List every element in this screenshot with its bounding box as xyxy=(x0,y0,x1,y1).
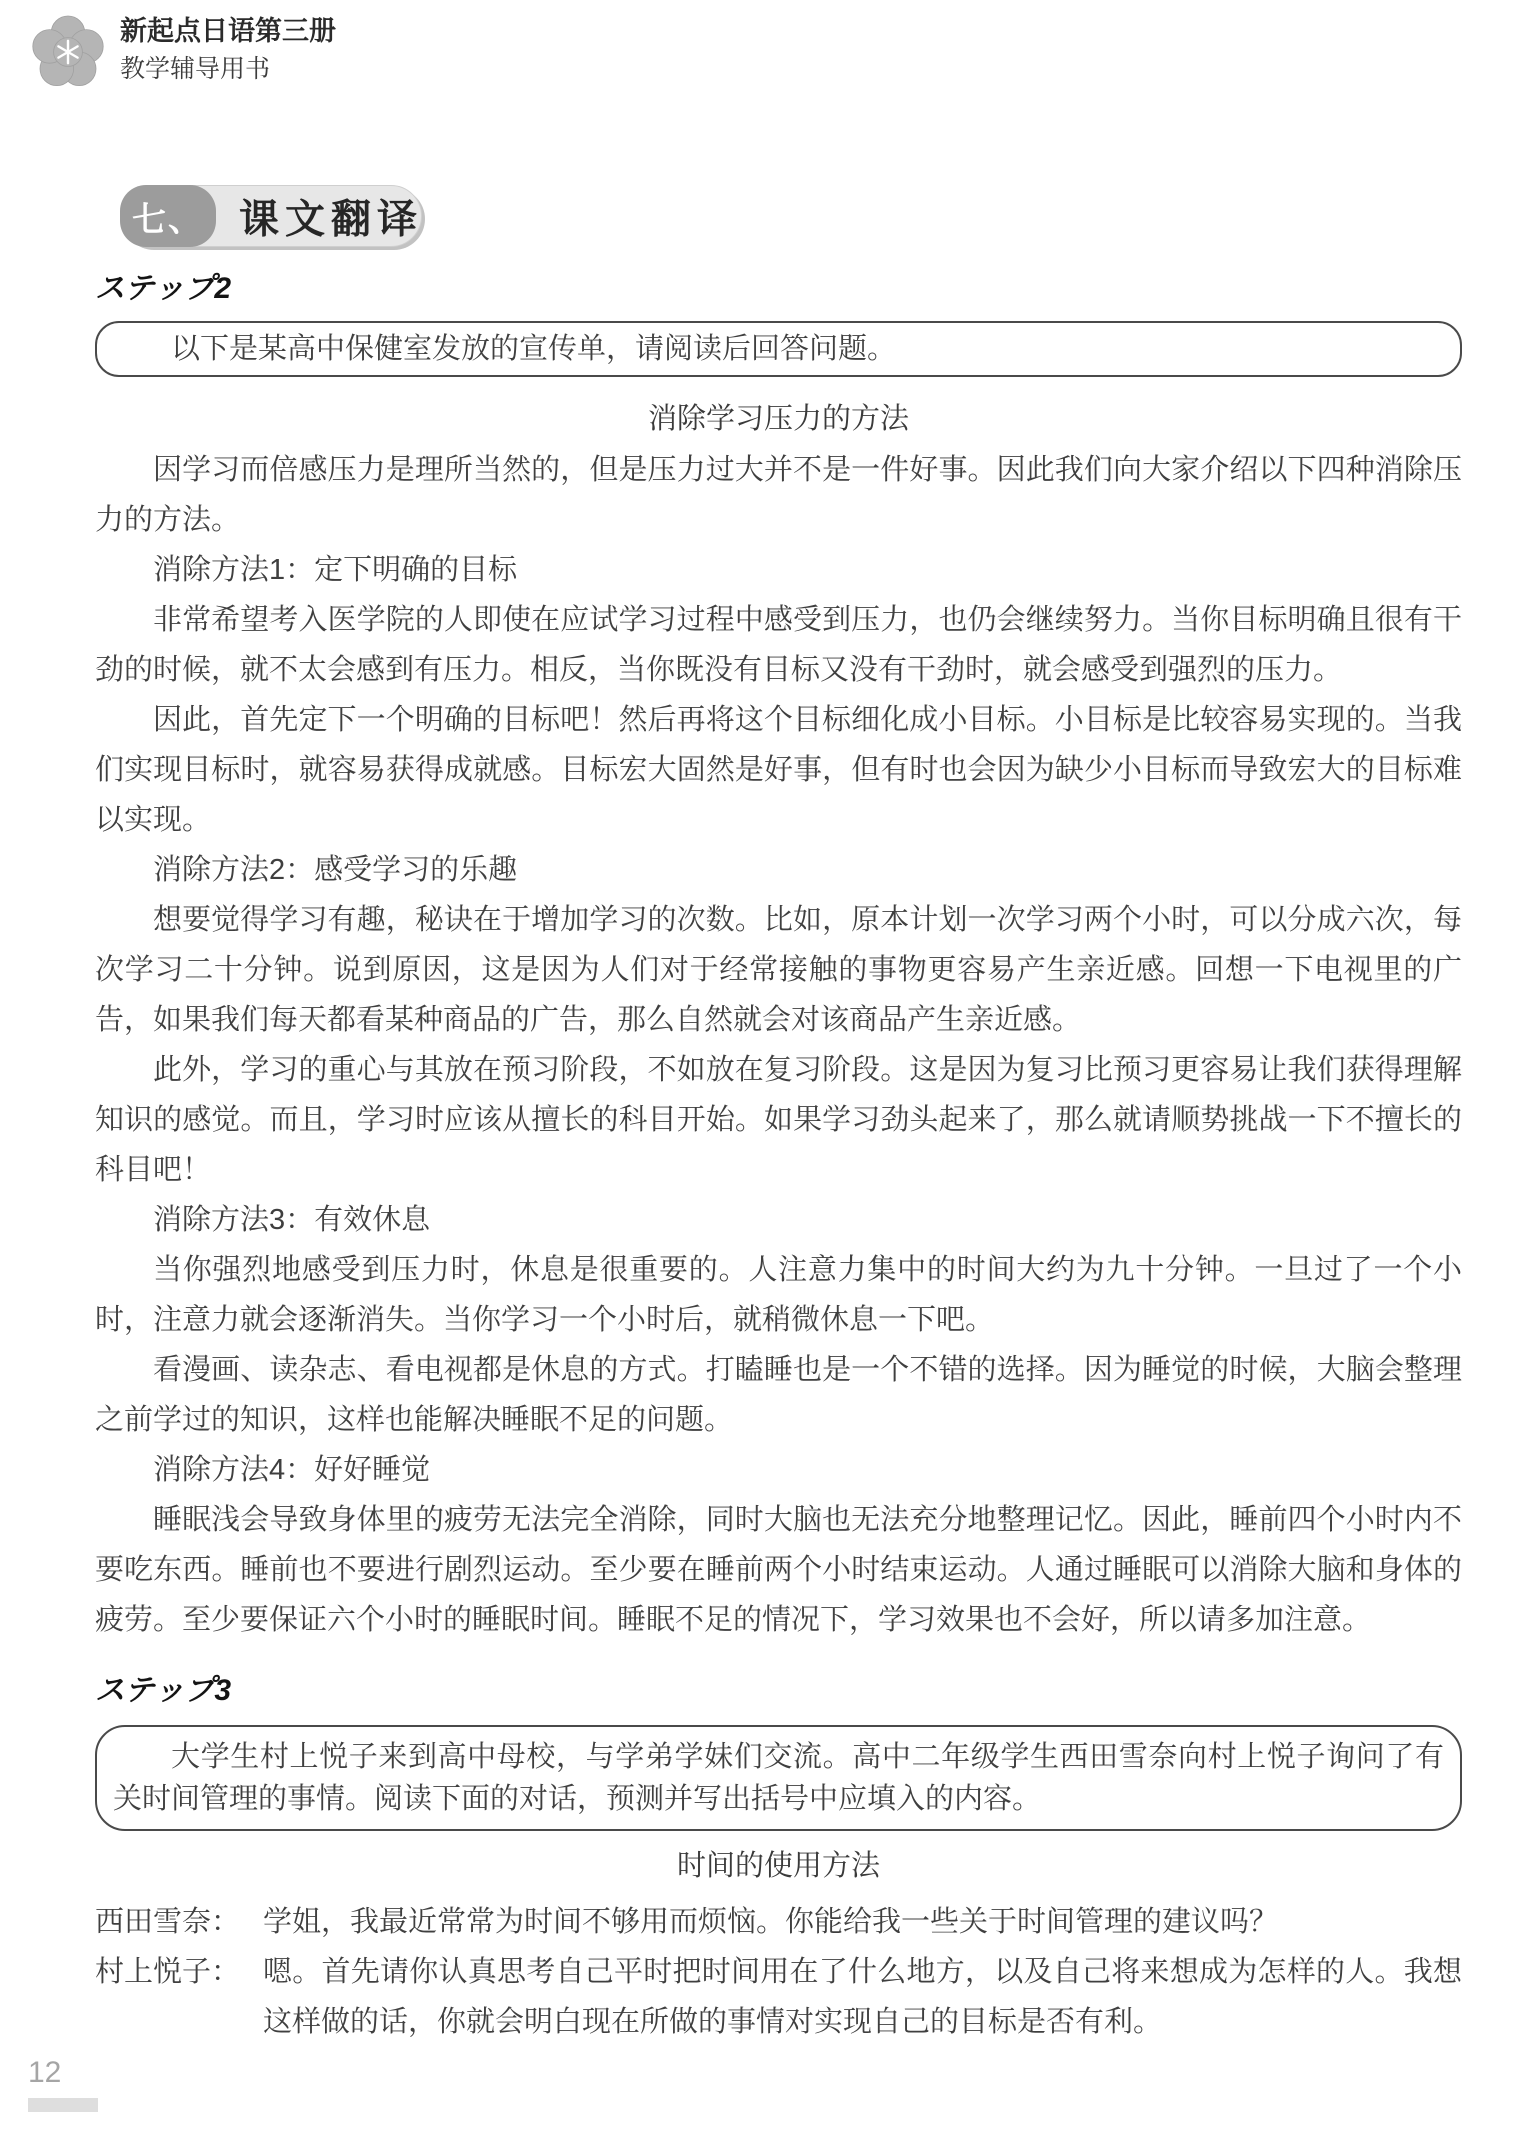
flower-logo-icon xyxy=(28,10,108,99)
step3-instruction-box xyxy=(95,1725,1462,1831)
article-paragraph: 当你强烈地感受到压力时，休息是很重要的。人注意力集中的时间大约为九十分钟。一旦过了一个小时，注意力就会逐渐消失。当你学习一个小时后，就稍微休息一下吧。 xyxy=(95,1254,1462,1336)
speaker-name: 村上悦子： xyxy=(95,1956,241,1988)
dialog-line xyxy=(95,1947,1462,2047)
article-subheading: 消除方法2：感受学习的乐趣 xyxy=(153,854,518,886)
article-paragraph: 因学习而倍感压力是理所当然的，但是压力过大并不是一件好事。因此我们向大家介绍以下四种消除压力的方法。 xyxy=(95,454,1462,536)
page-footer xyxy=(28,2056,98,2112)
step2-instruction: 以下是某高中保健室发放的宣传单，请阅读后回答问题。 xyxy=(171,333,897,365)
article-paragraph: 因此，首先定下一个明确的目标吧！然后再将这个目标细化成小目标。小目标是比较容易实现的。当我们实现目标时，就容易获得成就感。目标宏大固然是好事，但有时也会因为缺少小目标而导致宏大的目标难以实现。 xyxy=(95,704,1462,836)
step2-heading: ステップ2 xyxy=(95,272,232,305)
step2-instruction-box xyxy=(95,321,1462,377)
page-number: 12 xyxy=(28,2056,62,2089)
article-paragraph: 看漫画、读杂志、看电视都是休息的方式。打瞌睡也是一个不错的选择。因为睡觉的时候，大脑会整理之前学过的知识，这样也能解决睡眠不足的问题。 xyxy=(95,1354,1462,1436)
step3-heading: ステップ3 xyxy=(95,1674,232,1707)
book-title: 新起点日语第三册 xyxy=(120,16,336,46)
dialog xyxy=(95,1897,1462,2047)
section-badge xyxy=(120,185,422,247)
speaker-name: 西田雪奈： xyxy=(95,1906,241,1938)
header-titles xyxy=(120,10,336,86)
article-paragraph: 非常希望考入医学院的人即使在应试学习过程中感受到压力，也仍会继续努力。当你目标明确且很有干劲的时候，就不太会感到有压力。相反，当你既没有目标又没有干劲时，就会感受到强烈的压力。 xyxy=(95,604,1462,686)
article-subheading: 消除方法1：定下明确的目标 xyxy=(153,554,518,586)
article-title: 消除学习压力的方法 xyxy=(647,403,909,435)
dialog-line xyxy=(95,1897,1462,1947)
section-number-chip xyxy=(120,185,216,247)
article-paragraph: 想要觉得学习有趣，秘诀在于增加学习的次数。比如，原本计划一次学习两个小时，可以分成六次，每次学习二十分钟。说到原因，这是因为人们对于经常接触的事物更容易产生亲近感。回想一下电视里的广告，如果我们每天都看某种商品的广告，那么自然就会对该商品产生亲近感。 xyxy=(95,904,1462,1036)
dialog-text: 嗯。首先请你认真思考自己平时把时间用在了什么地方，以及自己将来想成为怎样的人。我想这样做的话，你就会明白现在所做的事情对实现自己的目标是否有利。 xyxy=(263,1956,1462,2038)
section-number: 七、 xyxy=(132,200,204,239)
page-number-bar xyxy=(28,2098,98,2112)
step3-instruction: 大学生村上悦子来到高中母校，与学弟学妹们交流。高中二年级学生西田雪奈向村上悦子询问了有关时间管理的事情。阅读下面的对话，预测并写出括号中应填入的内容。 xyxy=(113,1741,1444,1815)
section-title: 课文翻译 xyxy=(239,197,423,242)
book-subtitle: 教学辅导用书 xyxy=(120,55,271,83)
article-subheading: 消除方法3：有效休息 xyxy=(153,1204,431,1236)
dialog-text: 学姐，我最近常常为时间不够用而烦恼。你能给我一些关于时间管理的建议吗？ xyxy=(263,1906,1279,1938)
article-paragraph: 此外，学习的重心与其放在预习阶段，不如放在复习阶段。这是因为复习比预习更容易让我们获得理解知识的感觉。而且，学习时应该从擅长的科目开始。如果学习劲头起来了，那么就请顺势挑战一下不擅长的科目吧！ xyxy=(95,1054,1462,1186)
page-header xyxy=(0,0,1539,99)
article-subheading: 消除方法4：好好睡觉 xyxy=(153,1454,431,1486)
article-paragraph: 睡眠浅会导致身体里的疲劳无法完全消除，同时大脑也无法充分地整理记忆。因此，睡前四个小时内不要吃东西。睡前也不要进行剧烈运动。至少要在睡前两个小时结束运动。人通过睡眠可以消除大脑和身体的疲劳。至少要保证六个小时的睡眠时间。睡眠不足的情况下，学习效果也不会好，所以请多加注意。 xyxy=(95,1504,1462,1636)
dialog-title: 时间的使用方法 xyxy=(676,1850,880,1882)
article-body xyxy=(95,445,1462,1645)
